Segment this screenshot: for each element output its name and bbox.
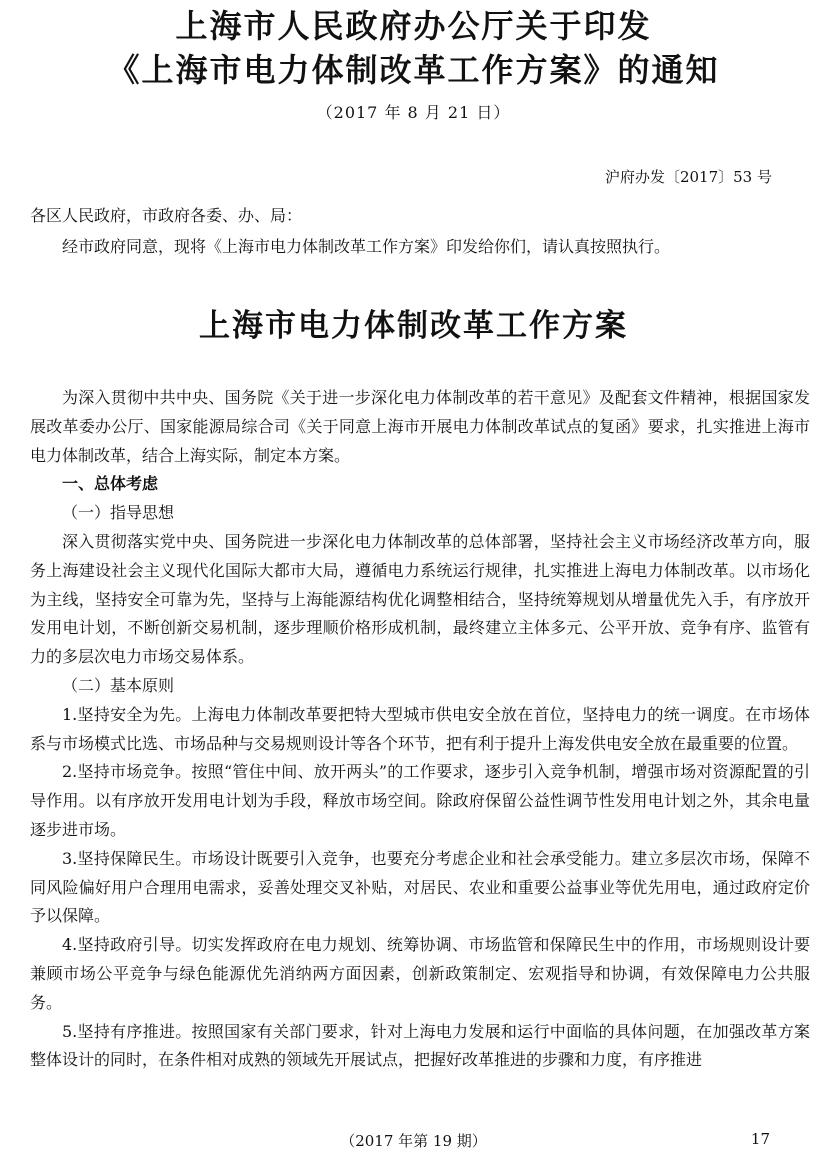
principle-2: 2.坚持市场竞争。按照“管住中间、放开两头”的工作要求，逐步引入竞争机制，增强市场对资源配置的引导作用。以有序放开发用电计划为手段，释放市场空间。除政府保留公益性调节性发用电计划之外，其余电量逐步进市场。 [30, 762, 810, 839]
principle-5: 5.坚持有序推进。按照国家有关部门要求，针对上海电力发展和运行中面临的具体问题，在加强改革方案整体设计的同时，在条件相对成熟的领域先开展试点，把握好改革推进的步骤和力度，有序推进 [30, 1021, 810, 1070]
notice-title-line2: 《上海市电力体制改革工作方案》的通知 [107, 51, 720, 89]
guiding-ideology-text: 深入贯彻落实党中央、国务院进一步深化电力体制改革的总体部署，坚持社会主义市场经济改革方向，服务上海建设社会主义现代化国际大都市大局，遵循电力系统运行规律，扎实推进上海电力体制改革。以市场化为主线，坚持安全可靠为先，坚持与上海能源结构优化调整相结合，坚持统筹规划从增量优先入手，有序放开发用电计划，不断创新交易机制，逐步理顺价格形成机制，最终建立主体多元、公平开放、竞争有序、监管有力的多层次电力市场交易体系。 [30, 531, 810, 667]
footer-issue: （2017 年第 19 期） [340, 1132, 487, 1150]
notice-title-line1: 上海市人民政府办公厅关于印发 [175, 7, 652, 45]
subsection-heading-guiding: （一）指导思想 [62, 503, 175, 523]
plan-body [30, 384, 810, 1075]
notice-date: （2017 年 8 月 21 日） [316, 103, 511, 122]
principle-1: 1.坚持安全为先。上海电力体制改革要把特大型城市供电安全放在首位，坚持电力的统一调度。在市场体系与市场模式比选、市场品种与交易规则设计等各个环节，把有利于提升上海发供电安全放在最重要的位置。 [30, 704, 810, 753]
notice-addressee: 各区人民政府，市政府各委、办、局： [30, 206, 303, 225]
principle-4: 4.坚持政府引导。切实发挥政府在电力规划、统筹协调、市场监管和保障民生中的作用，市场规则设计要兼顾市场公平竞争与绿色能源优先消纳两方面因素，创新政策制定、宏观指导和协调，有效保障电力公共服务。 [30, 935, 810, 1012]
subsection-heading-principles: （二）基本原则 [62, 675, 175, 695]
plan-intro: 为深入贯彻中共中央、国务院《关于进一步深化电力体制改革的若干意见》及配套文件精神，根据国家发展改革委办公厅、国家能源局综合司《关于同意上海市开展电力体制改革试点的复函》要求，扎实推进上海市电力体制改革，结合上海实际，制定本方案。 [30, 388, 810, 465]
notice-body: 经市政府同意，现将《上海市电力体制改革工作方案》印发给你们，请认真按照执行。 [62, 237, 671, 256]
principle-3: 3.坚持保障民生。市场设计既要引入竞争，也要充分考虑企业和社会承受能力。建立多层次市场，保障不同风险偏好用户合理用电需求，妥善处理交叉补贴，对居民、农业和重要公益事业等优先用电，通过政府定价予以保障。 [30, 848, 810, 926]
document-number: 沪府办发〔2017〕53 号 [604, 168, 772, 186]
section-heading-overall: 一、总体考虑 [62, 474, 159, 494]
plan-title: 上海市电力体制改革工作方案 [199, 308, 628, 344]
page-number: 17 [750, 1130, 770, 1148]
